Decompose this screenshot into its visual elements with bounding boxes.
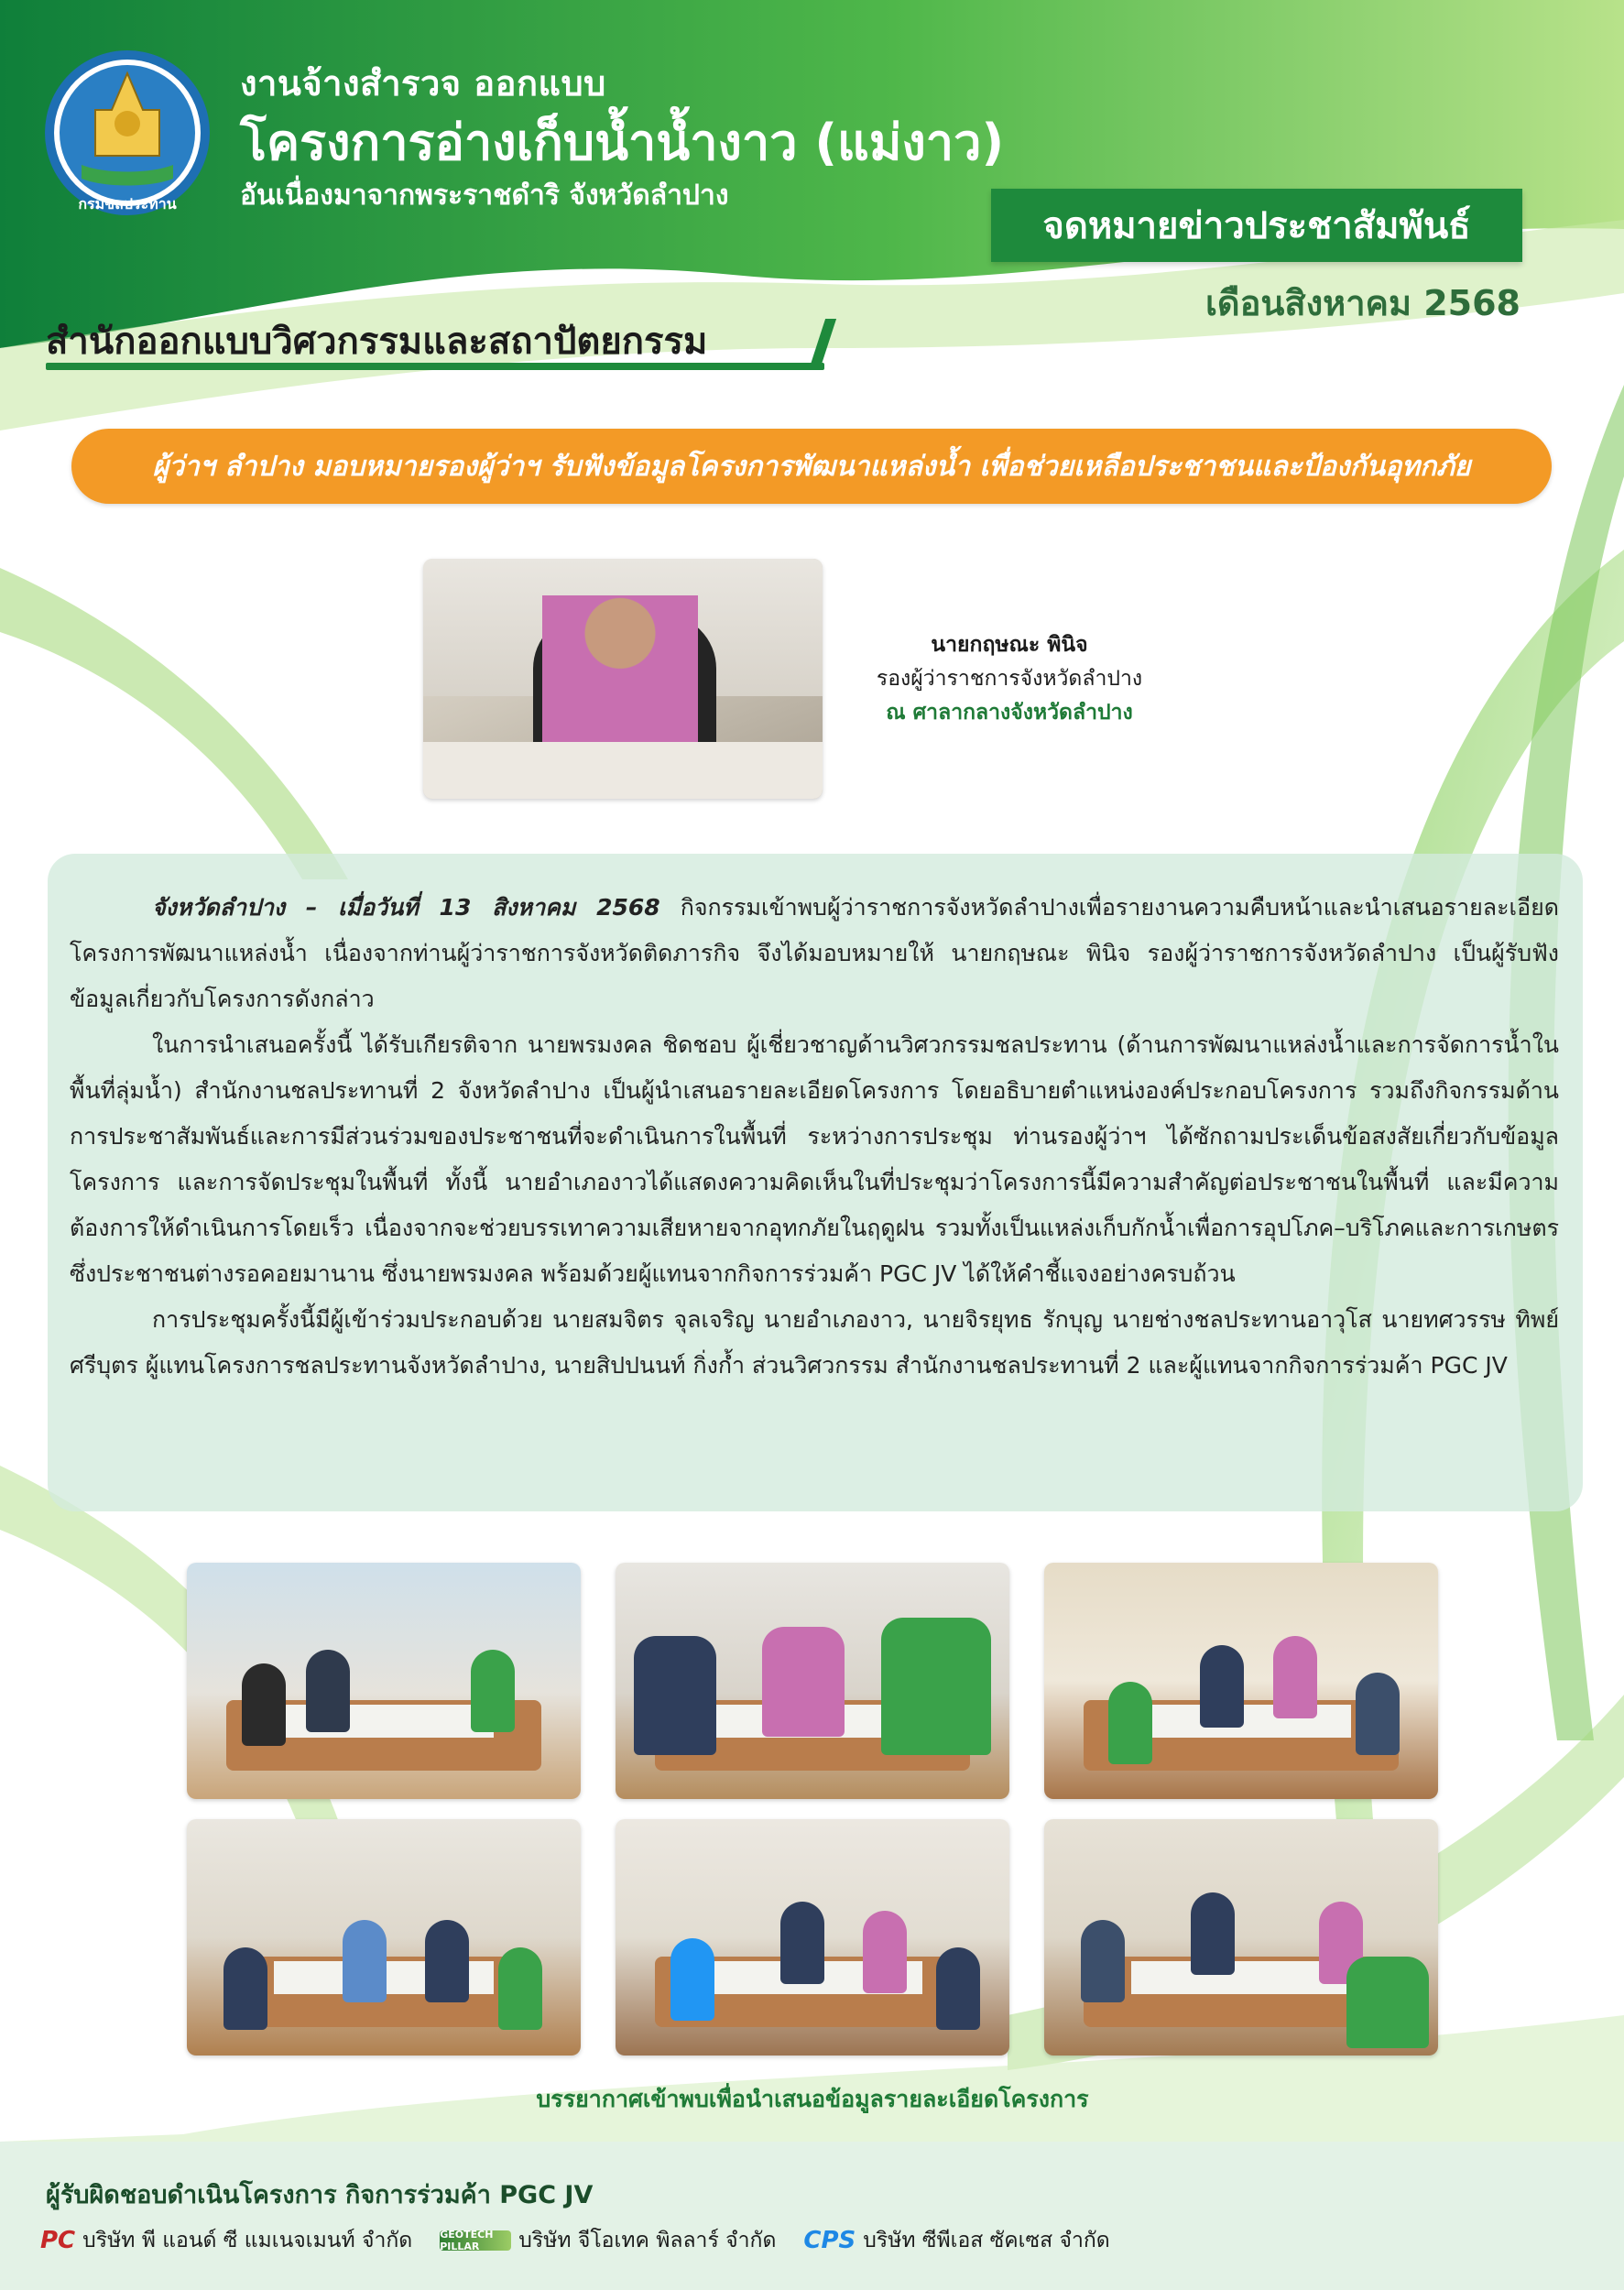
cps-logo: CPS (803, 2227, 856, 2254)
paragraph-2: ในการนำเสนอครั้งนี้ ได้รับเกียรติจาก นายพรมงคล ชิดชอบ ผู้เชี่ยวชาญด้านวิศวกรรมชลประทาน (ด้านการพัฒนาแหล่งน้ำและการจัดการน้ำในพื้นที่ลุ่มน้ำ) สำนักงานชลประทานที่ 2 จังหวัดลำปาง เป็นผู้นำเสนอรายละเอียดโครงการ โดยอธิบายตำแหน่งองค์ประกอบโครงการ รวมถึงกิจกรรมด้านการประชาสัมพันธ์และการมีส่วนร่วมของประชาชนที่จะดำเนินการในพื้นที่ ระหว่างการประชุม ท่านรองผู้ว่าฯ ได้ซักถามประเด็นข้อสงสัยเกี่ยวกับข้อมูลโครงการ และการจัดประชุมในพื้นที่ ทั้งนี้ นายอำเภองาวได้แสดงความคิดเห็นในที่ประชุมว่าโครงการนี้มีความสำคัญต่อประชาชนในพื้นที่ และมีความต้องการให้ดำเนินการโดยเร็ว เนื่องจากจะช่วยบรรเทาความเสียหายจากอุทกภัยในฤดูฝน รวมทั้งเป็นแหล่งเก็บกักน้ำเพื่อการอุปโภค–บริโภคและการเกษตร ซึ่งประชาชนต่างรอคอยมานาน ซึ่งนายพรมงคล พร้อมด้วยผู้แทนจากกิจการร่วมค้า PGC JV ได้ให้คำชี้แจงอย่างครบถ้วน (70, 1031, 1559, 1287)
company-cps (803, 2224, 1109, 2257)
article-body-box (48, 854, 1583, 1511)
footer-background (0, 2142, 1624, 2290)
issue-month: เดือนสิงหาคม 2568 (1204, 283, 1520, 323)
gallery-photo-2 (616, 1563, 1009, 1799)
gallery-photo-6 (1044, 1819, 1438, 2056)
company-name: บริษัท ซีพีเอส ซัคเซส จำกัด (863, 2229, 1110, 2252)
gallery-photo-5 (616, 1819, 1009, 2056)
article-body (70, 885, 1559, 1389)
portrait-photo (423, 559, 823, 799)
gallery-photo-1 (187, 1563, 581, 1799)
company-name: บริษัท พี แอนด์ ซี แมเนจเมนท์ จำกัด (82, 2229, 413, 2252)
company-name: บริษัท จีโอเทค พิลลาร์ จำกัด (518, 2229, 777, 2252)
article-lead: จังหวัดลำปาง – เมื่อวันที่ 13 สิงหาคม 2568 (152, 894, 660, 921)
department-underline (46, 363, 824, 370)
news-headline: ผู้ว่าฯ ลำปาง มอบหมายรองผู้ว่าฯ รับฟังข้อมูลโครงการพัฒนาแหล่งน้ำ เพื่อช่วยเหลือประชาชนและป้องกันอุทกภัย (71, 429, 1552, 504)
portrait-caption (835, 628, 1183, 730)
project-type-title: งานจ้างสำรวจ ออกแบบ (240, 63, 606, 104)
gallery-photo-4 (187, 1819, 581, 2056)
department-name: สำนักออกแบบวิศวกรรมและสถาปัตยกรรม (46, 321, 708, 363)
gallery-caption: บรรยากาศเข้าพบเพื่อนำเสนอข้อมูลรายละเอียดโครงการ (536, 2086, 1089, 2112)
footer-companies (40, 2224, 1110, 2257)
caption-name: นายกฤษณะ พินิจ (931, 633, 1088, 657)
footer-title: ผู้รับผิดชอบดำเนินโครงการ กิจการร่วมค้า PGC JV (46, 2181, 594, 2209)
paragraph-1-text: กิจกรรมเข้าพบผู้ว่าราชการจังหวัดลำปางเพื่อรายงานความคืบหน้าและนำเสนอรายละเอียดโครงการพัฒนาแหล่งน้ำ เนื่องจากท่านผู้ว่าราชการจังหวัดติดภารกิจ จึงได้มอบหมายให้ นายกฤษณะ พินิจ รองผู้ว่าราชการจังหวัดลำปาง เป็นผู้รับฟังข้อมูลเกี่ยวกับโครงการดังกล่าว (70, 894, 1559, 1012)
project-subtitle: อันเนื่องมาจากพระราชดำริ จังหวัดลำปาง (240, 180, 729, 212)
geotech-pillar-logo: GEOTECH PILLAR (440, 2230, 511, 2251)
caption-role: รองผู้ว่าราชการจังหวัดลำปาง (876, 667, 1143, 691)
company-geotech (440, 2224, 776, 2257)
company-pc (40, 2224, 412, 2257)
royal-irrigation-department-logo (40, 46, 214, 220)
gallery-photo-3 (1044, 1563, 1438, 1799)
project-name-title: โครงการอ่างเก็บน้ำน้ำงาว (แม่งาว) (240, 114, 1005, 171)
caption-place: ณ ศาลากลางจังหวัดลำปาง (886, 701, 1133, 725)
paragraph-3: การประชุมครั้งนี้มีผู้เข้าร่วมประกอบด้วย นายสมจิตร จุลเจริญ นายอำเภองาว, นายจิรยุทธ รักบุญ นายช่างชลประทานอาวุโส นายทศวรรษ ทิพย์ศรีบุตร ผู้แทนโครงการชลประทานจังหวัดลำปาง, นายสิปปนนท์ กิ่งก้ำ ส่วนวิศวกรรม สำนักงานชลประทานที่ 2 และผู้แทนจากกิจการร่วมค้า PGC JV (70, 1306, 1559, 1379)
pc-logo: PC (40, 2227, 76, 2254)
svg-text:กรมชลประทาน: กรมชลประทาน (78, 195, 177, 213)
paragraph-1 (70, 885, 1559, 1022)
newsletter-label: จดหมายข่าวประชาสัมพันธ์ (991, 189, 1522, 262)
